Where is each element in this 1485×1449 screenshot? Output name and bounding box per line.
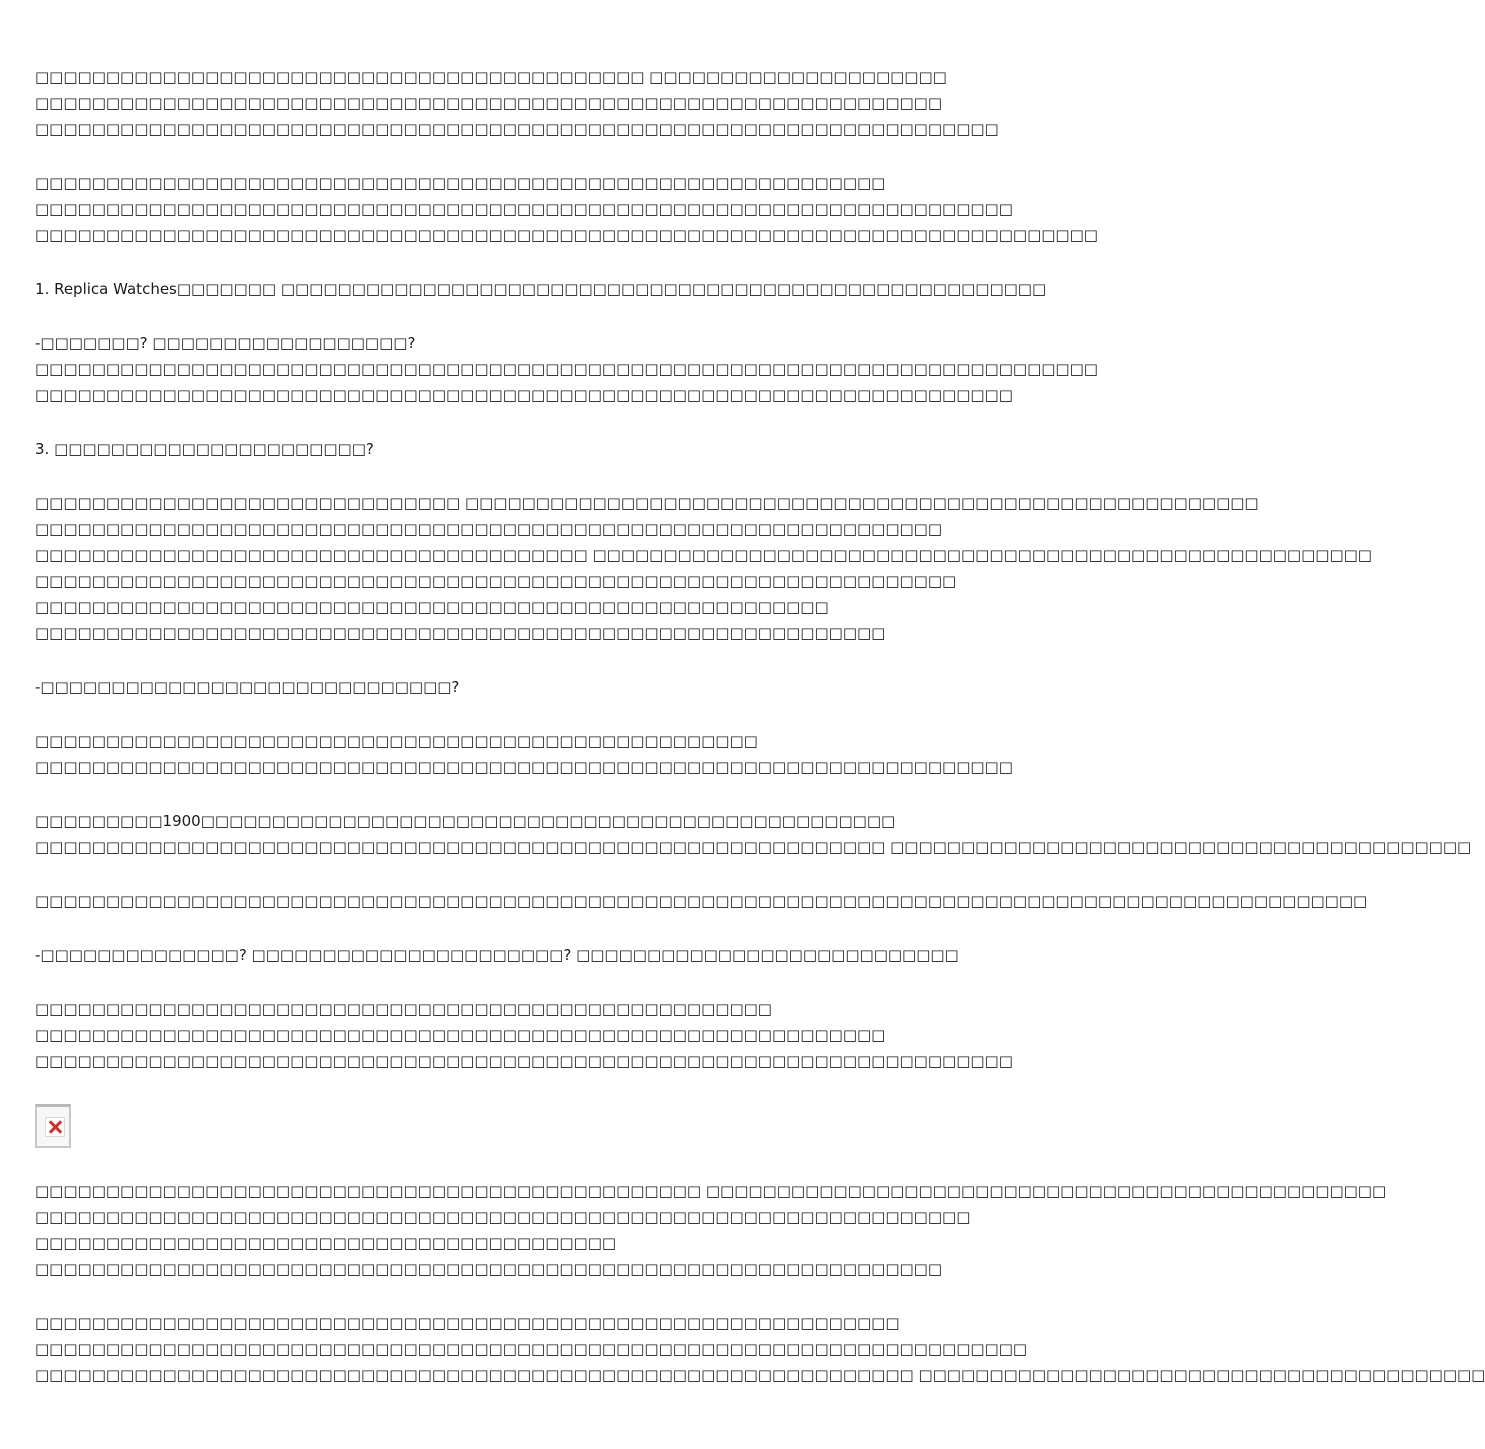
text-line: □□□□□□□□□□□□□□□□□□□□□□□□□□□□□□□□□□□□□□□□□□□□□□□□□□□□□□□□□□□□□□□□□□□□□□□□□□□ <box>35 360 1098 378</box>
paragraph <box>35 1310 1485 1388</box>
paragraph-gap <box>35 462 995 490</box>
text-line: □□□□□□□□□□□□□□□□□□□□□□□□□□□□□□□□□□□□□□□□□□□□□□□□□□□□□□□□□□□□□□□□ <box>35 1260 943 1278</box>
close-x-icon <box>45 1117 65 1137</box>
text-line: □□□□□□□□□□□□□□□□□□□□□□□□□□□□□□□□□□□□□□□□□□□□□□□□□□□□□□□□□□□□ <box>35 624 886 642</box>
paragraph-gap <box>35 968 995 996</box>
text-line: □□□□□□□□□□□□□□□□□□□□□□□□□□□□□□□□□□□□□□□□□□□□□□□□□□□□□□□□□□□□□□□□□□□□ <box>35 120 999 138</box>
paragraph-gap <box>35 408 995 436</box>
paragraph-gap <box>35 646 995 674</box>
paragraph-gap <box>35 700 995 728</box>
paragraph <box>35 276 1047 302</box>
paragraph <box>35 64 999 142</box>
paragraph-gap <box>35 860 995 888</box>
text-line: □□□□□□□□□□□□□□□□□□□□□□□□□□□□□□□□□□□□□□□□□□□□□□□□□□□□□□□□□□□□□□□□□□□□□ <box>35 758 1013 776</box>
text-line: □□□□□□□□□□□□□□□□□□□□□□□□□□□□□□□□□□□□□□□□□□□□□□□□□□□□□□□□ <box>35 598 829 616</box>
paragraph <box>35 888 1368 914</box>
paragraph-gap <box>35 1282 995 1310</box>
text-line: □□□□□□□□□□□□□□□□□□□□□□□□□□□□□□ □□□□□□□□□□□□□□□□□□□□□□□□□□□□□□□□□□□□□□□□□□□□□□□□□□□□□□□□ <box>35 494 1259 512</box>
paragraph-gap <box>35 248 995 276</box>
text-line: □□□□□□□□□□□□□□□□□□□□□□□□□□□□□□□□□□□□□□□□□□□□□□□□□□□□ <box>35 1000 772 1018</box>
text-line: □□□□□□□□□□□□□□□□□□□□□□□□□□□□□□□□□□□□□□□□□□□□□□□□□□□□□□□□□□□□ <box>35 174 886 192</box>
text-line: □□□□□□□□□□□□□□□□□□□□□□□□□□□□□□□□□□□□□□□□□□□□□□□□□□□□□□□□□□□□□□□□ <box>35 94 943 112</box>
paragraph-gap <box>35 914 995 942</box>
text-line: □□□□□□□□□□□□□□□□□□□□□□□□□□□□□□□□□□□□□□□□□□□□□□□□□□□□□□□□□□□□□□□□ <box>35 520 943 538</box>
text-line: □□□□□□□□□□□□□□□□□□□□□□□□□□□□□□□□□□□□□□□□□□□□□□□□□□□□□□□□□□□□□□□□□□□□□□□□□□□ <box>35 226 1098 244</box>
paragraph-gap <box>35 142 995 170</box>
text-line: 1. Replica Watches□□□□□□□ □□□□□□□□□□□□□□□□□□□□□□□□□□□□□□□□□□□□□□□□□□□□□□□□□□□□□□ <box>35 280 1047 298</box>
text-line: □□□□□□□□□□□□□□□□□□□□□□□□□□□□□□□□□□□□□□□□□□□□□□□□□□□ <box>35 732 758 750</box>
text-line: □□□□□□□□□□□□□□□□□□□□□□□□□□□□□□□□□□□□□□□□□□□□□□□□□□□□□□□□□□□□□ <box>35 1314 900 1332</box>
paragraph <box>35 330 1098 408</box>
broken-image-icon <box>35 1104 71 1148</box>
text-line: □□□□□□□□□□□□□□□□□□□□□□□□□□□□□□□□□□□□□□□□□ <box>35 1234 617 1252</box>
text-line: □□□□□□□□□□□□□□□□□□□□□□□□□□□□□□□□□□□□□□□□□□□ □□□□□□□□□□□□□□□□□□□□□ <box>35 68 947 86</box>
text-line: □□□□□□□□□□□□□□□□□□□□□□□□□□□□□□□□□□□□□□□ □□□□□□□□□□□□□□□□□□□□□□□□□□□□□□□□□□□□□□□□□□□□□□□□□□□□□□□ <box>35 546 1372 564</box>
text-line: □□□□□□□□□□□□□□□□□□□□□□□□□□□□□□□□□□□□□□□□□□□□□□□□□□□□□□□□□□□□□□□□□□□□□□□□□□□□□□□□□□□□□□□□□□□□□□ <box>35 892 1368 910</box>
text-line: -□□□□□□□□□□□□□□□□□□□□□□□□□□□□□? <box>35 678 460 696</box>
text-line: □□□□□□□□□□□□□□□□□□□□□□□□□□□□□□□□□□□□□□□□□□□□□□□ □□□□□□□□□□□□□□□□□□□□□□□□□□□□□□□□□□□□□□□□□□□□□□□□ <box>35 1182 1387 1200</box>
text-line: □□□□□□□□□□□□□□□□□□□□□□□□□□□□□□□□□□□□□□□□□□□□□□□□□□□□□□□□□□□□ □□□□□□□□□□□□□□□□□□□□□□□□□□□□□□□□□□□□□□□□□ <box>35 838 1472 856</box>
text-line: □□□□□□□□□□□□□□□□□□□□□□□□□□□□□□□□□□□□□□□□□□□□□□□□□□□□□□□□□□□□□□ □□□□□□□□□□□□□□□□□□□□□□□□□□□□□□□□□□□□□□□□ <box>35 1366 1485 1384</box>
paragraph <box>35 996 1013 1074</box>
paragraph <box>35 170 1098 248</box>
paragraph <box>35 490 1372 646</box>
text-line: □□□□□□□□□□□□□□□□□□□□□□□□□□□□□□□□□□□□□□□□□□□□□□□□□□□□□□□□□□□□□□□□□□□□□ <box>35 386 1013 404</box>
paragraph <box>35 1178 1387 1282</box>
document-body <box>35 64 1485 1388</box>
text-line: 3. □□□□□□□□□□□□□□□□□□□□□□? <box>35 440 374 458</box>
paragraph <box>35 674 995 700</box>
paragraph <box>35 808 1472 860</box>
text-line: □□□□□□□□□□□□□□□□□□□□□□□□□□□□□□□□□□□□□□□□□□□□□□□□□□□□□□□□□□□□□□□□□□□□□ <box>35 1052 1013 1070</box>
paragraph-gap <box>35 302 995 330</box>
text-line: □□□□□□□□□□□□□□□□□□□□□□□□□□□□□□□□□□□□□□□□□□□□□□□□□□□□□□□□□□□□□□□□□□ <box>35 1208 971 1226</box>
paragraph-gap <box>35 780 995 808</box>
text-line: □□□□□□□□□□□□□□□□□□□□□□□□□□□□□□□□□□□□□□□□□□□□□□□□□□□□□□□□□□□□□□□□□□□□□□ <box>35 1340 1028 1358</box>
text-line: □□□□□□□□□□□□□□□□□□□□□□□□□□□□□□□□□□□□□□□□□□□□□□□□□□□□□□□□□□□□ <box>35 1026 886 1044</box>
text-line: □□□□□□□□□□□□□□□□□□□□□□□□□□□□□□□□□□□□□□□□□□□□□□□□□□□□□□□□□□□□□□□□□ <box>35 572 957 590</box>
text-line: -□□□□□□□□□□□□□□? □□□□□□□□□□□□□□□□□□□□□□? □□□□□□□□□□□□□□□□□□□□□□□□□□□ <box>35 946 959 964</box>
paragraph <box>35 728 1013 780</box>
paragraph <box>35 436 995 462</box>
text-line: □□□□□□□□□□□□□□□□□□□□□□□□□□□□□□□□□□□□□□□□□□□□□□□□□□□□□□□□□□□□□□□□□□□□□ <box>35 200 1013 218</box>
text-line: □□□□□□□□□1900□□□□□□□□□□□□□□□□□□□□□□□□□□□□□□□□□□□□□□□□□□□□□□□□□ <box>35 812 896 830</box>
paragraph <box>35 942 995 968</box>
text-line: -□□□□□□□? □□□□□□□□□□□□□□□□□□? <box>35 334 416 352</box>
